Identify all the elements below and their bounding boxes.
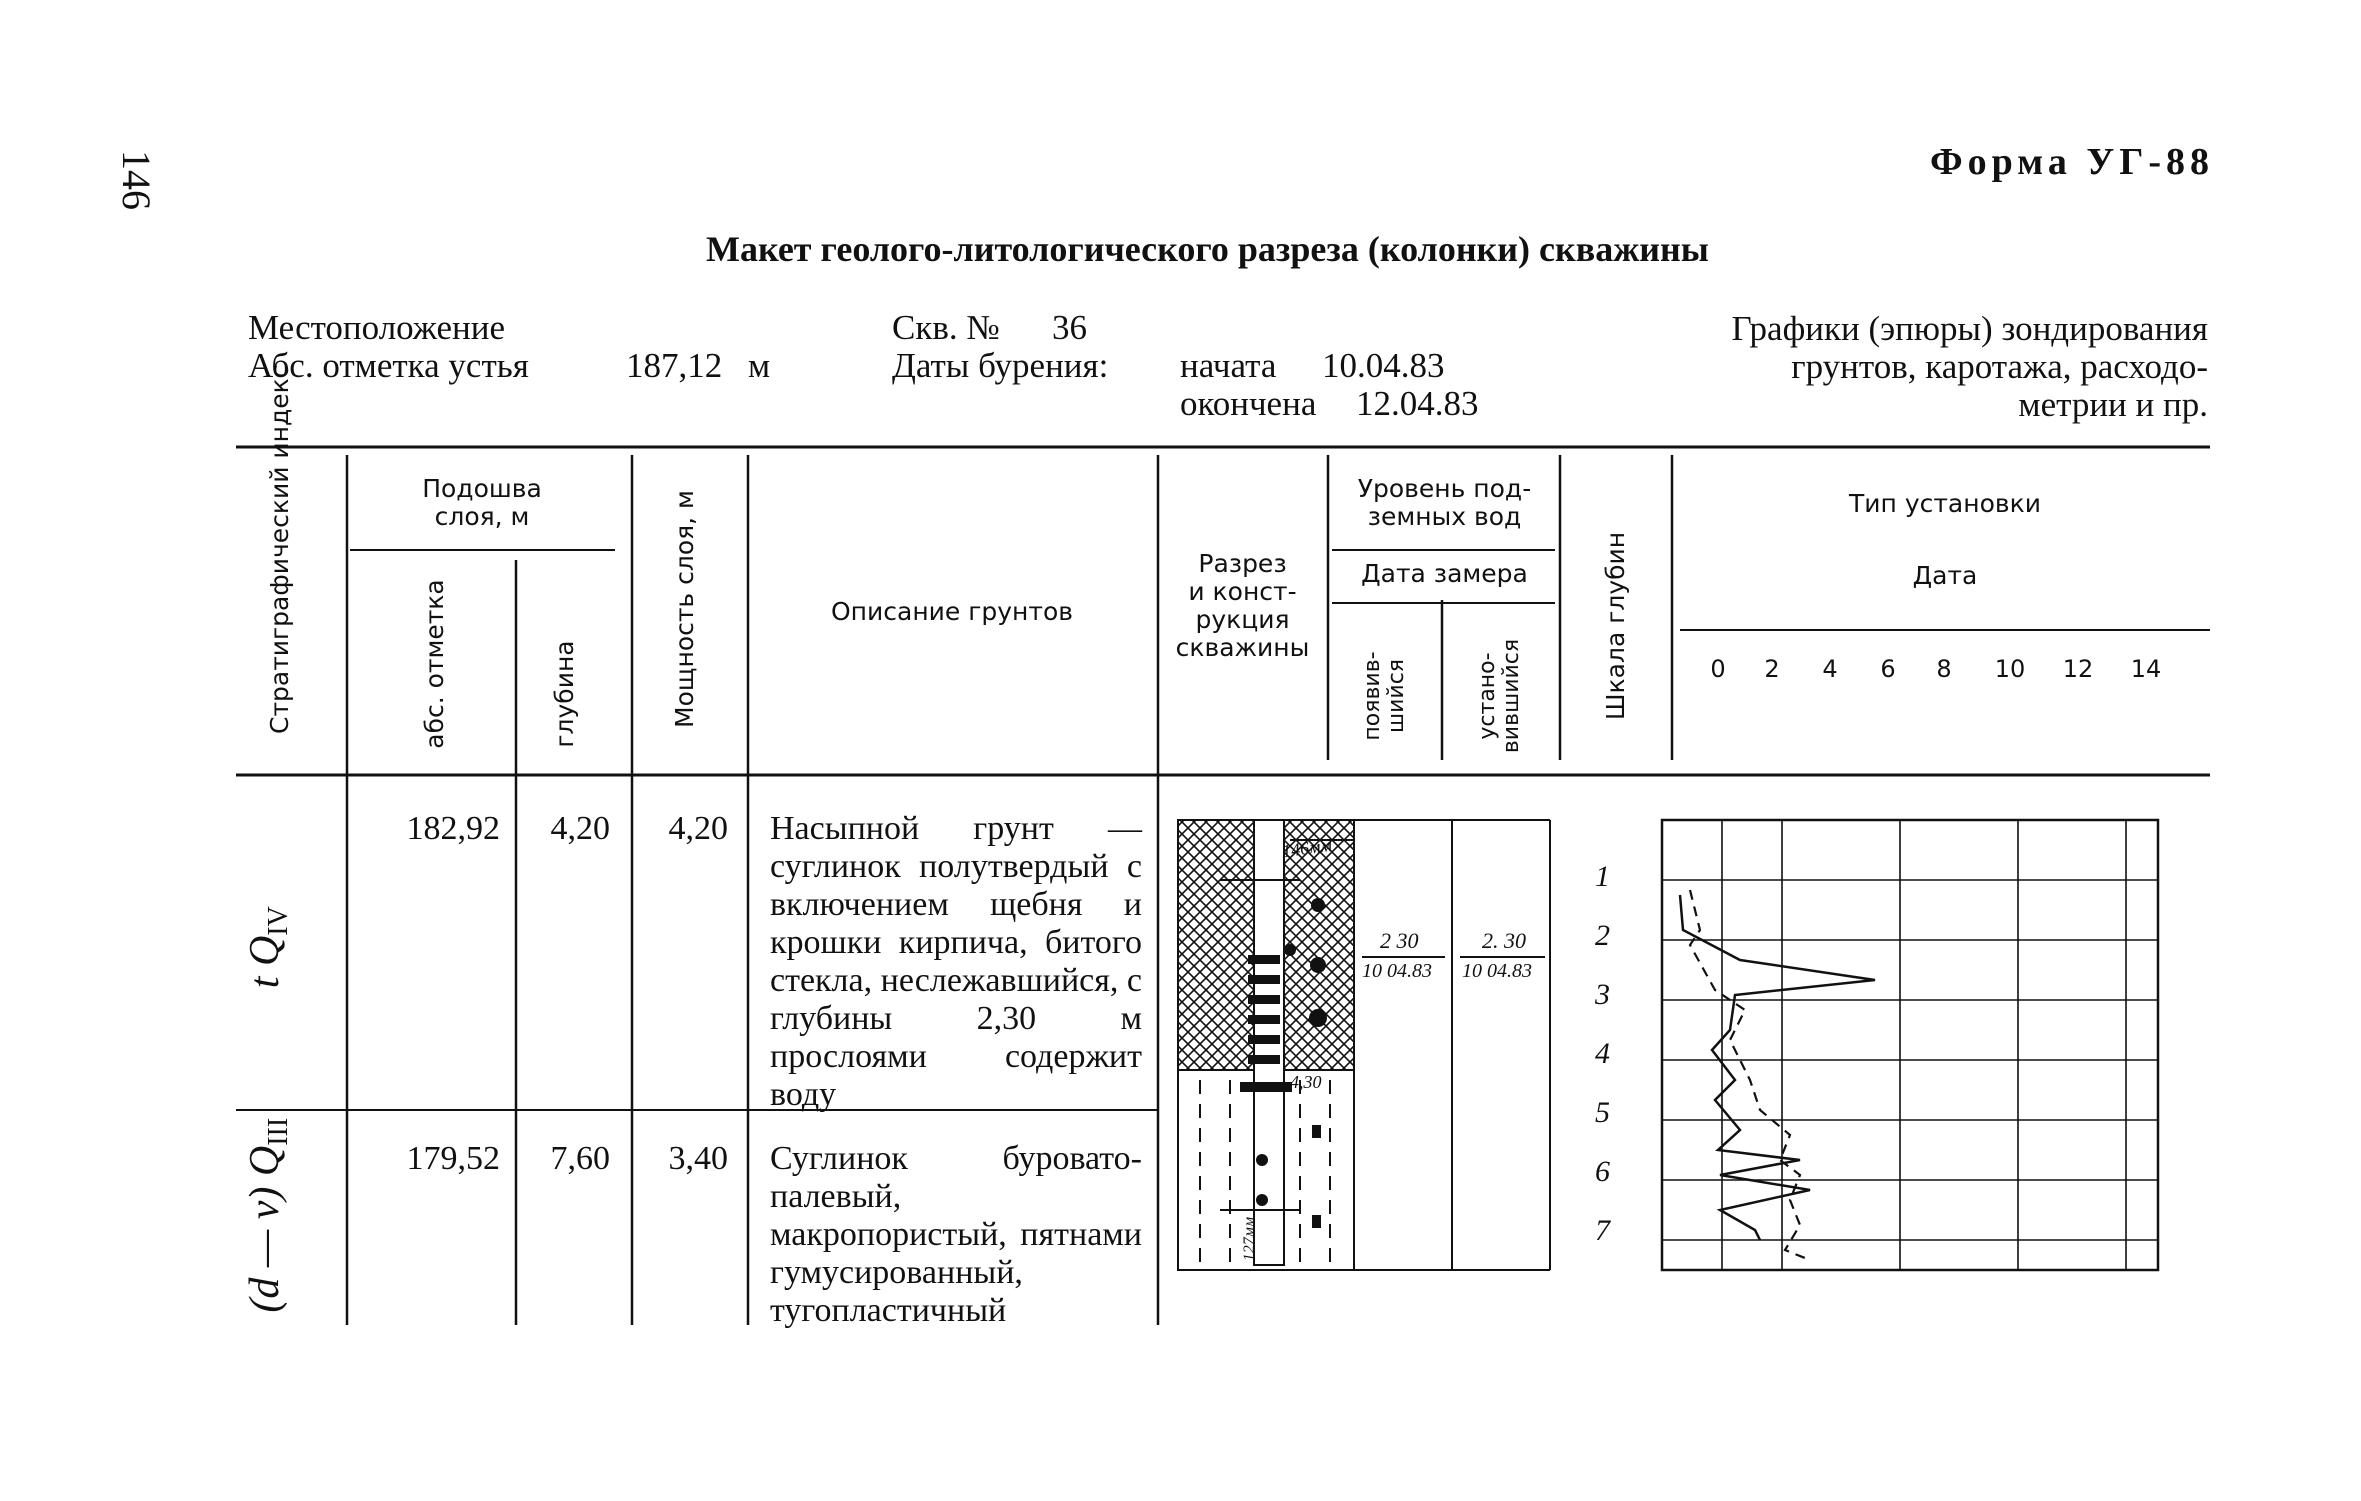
axis-tick-8: 8	[1936, 655, 1952, 683]
depth-scale-3: 3	[1595, 978, 1610, 1011]
layer1-abs-mark: 182,92	[406, 810, 500, 847]
page-title: Макет геолого-литологического разреза (колонки) скважины	[706, 229, 1709, 269]
layer1-description: Насыпной грунт — суглинок полутвердый с включением щебня и крошки кирпича, битого стекла, неслежавшийся, с глубины 2,30 м прослоями содержит воду	[770, 810, 1142, 1113]
casing-depth-label: 4,30	[1290, 1072, 1322, 1092]
water-appeared-depth: 2 30	[1380, 928, 1419, 953]
started-label: начата	[1180, 346, 1277, 385]
depth-scale-1: 1	[1595, 860, 1610, 893]
graphs-note-line1: Графики (эпюры) зондирования	[1731, 309, 2208, 348]
page-number: 146	[114, 150, 159, 210]
graphs-note-line2: грунтов, каротажа, расходо-	[1791, 347, 2208, 386]
col-water-line2: земных вод	[1367, 502, 1522, 531]
casing-bottom-label: 127мм	[1241, 1216, 1259, 1262]
abs-mark-value: 187,12	[626, 346, 723, 385]
col-sole-line1: Подошва	[422, 474, 542, 503]
layer2-strat-sub: III	[263, 1117, 295, 1146]
axis-tick-12: 12	[2062, 655, 2094, 683]
started-value: 10.04.83	[1322, 346, 1445, 385]
col-section	[1160, 550, 1325, 662]
depth-scale-5: 5	[1595, 1096, 1610, 1129]
layer2-strat-text: (d — v) Q	[241, 1145, 288, 1313]
layer1-strat-text: t Q	[241, 935, 288, 989]
layer2-strat	[241, 1085, 295, 1345]
col-appeared: появив-шийся	[1360, 651, 1409, 741]
casing-top-label: 146мм	[1280, 834, 1334, 862]
axis-tick-2: 2	[1764, 655, 1780, 683]
layer2-abs-mark: 179,52	[406, 1140, 500, 1177]
abs-mark-label: Абс. отметка устья	[248, 346, 529, 385]
col-section-line4: скважины	[1175, 633, 1310, 662]
col-section-line1: Разрез	[1198, 549, 1287, 578]
col-thickness: Мощность слоя, м	[670, 490, 699, 728]
col-date: Дата	[1912, 561, 1978, 590]
water-established-date: 10 04.83	[1462, 960, 1532, 982]
col-sole	[352, 475, 612, 531]
col-depth-scale: Шкала глубин	[1601, 531, 1630, 721]
layer1-thickness: 4,20	[668, 810, 728, 847]
layer2-depth: 7,60	[550, 1140, 610, 1177]
col-water	[1332, 475, 1557, 531]
col-strat-index: Стратиграфический индекс	[265, 364, 294, 734]
abs-mark-unit: м	[748, 346, 771, 385]
col-measure-date: Дата замера	[1361, 559, 1528, 588]
depth-scale-7: 7	[1595, 1214, 1610, 1247]
axis-tick-6: 6	[1880, 655, 1896, 683]
axis-tick-4: 4	[1822, 655, 1838, 683]
depth-scale-4: 4	[1595, 1037, 1610, 1070]
col-sole-line2: слоя, м	[434, 502, 530, 531]
col-section-line3: рукция	[1195, 605, 1290, 634]
col-depth: глубина	[550, 640, 579, 748]
well-label: Скв. №	[892, 308, 1000, 347]
form-label: Форма УГ-88	[1930, 141, 2215, 183]
well-number: 36	[1052, 308, 1087, 347]
finished-value: 12.04.83	[1356, 384, 1479, 423]
water-established-depth: 2. 30	[1482, 928, 1526, 953]
axis-tick-0: 0	[1710, 655, 1726, 683]
finished-label: окончена	[1180, 384, 1317, 423]
layer2-description: Суглинок буровато-палевый, макропористый, пятнами гумусированный, тугопластичный	[770, 1140, 1142, 1329]
sounding-graph-frame	[1662, 820, 2158, 1270]
graphs-note-line3: метрии и пр.	[2018, 385, 2208, 424]
dates-label: Даты бурения:	[892, 346, 1109, 385]
location-label: Местоположение	[248, 308, 506, 347]
depth-scale-2: 2	[1595, 919, 1610, 952]
well-section-graphic	[1178, 820, 1355, 1270]
depth-scale-6: 6	[1595, 1155, 1610, 1188]
sounding-curves	[1680, 890, 1875, 1260]
layer1-strat	[241, 867, 295, 1027]
axis-tick-14: 14	[2130, 655, 2162, 683]
col-water-line1: Уровень под-	[1357, 474, 1532, 503]
layer1-depth: 4,20	[550, 810, 610, 847]
col-section-line2: и конст-	[1188, 577, 1297, 606]
layer1-strat-sub: IV	[263, 906, 295, 936]
col-established: устано-вившийся	[1475, 638, 1524, 754]
col-abs-mark: абс. отметка	[420, 579, 449, 749]
curve-solid	[1680, 895, 1875, 1240]
axis-tick-10: 10	[1994, 655, 2026, 683]
water-appeared-date: 10 04.83	[1362, 960, 1432, 982]
col-install-type: Тип установки	[1849, 489, 2041, 518]
layer2-thickness: 3,40	[668, 1140, 728, 1177]
col-description: Описание грунтов	[831, 597, 1073, 626]
water-level-frame	[1354, 820, 1550, 1270]
